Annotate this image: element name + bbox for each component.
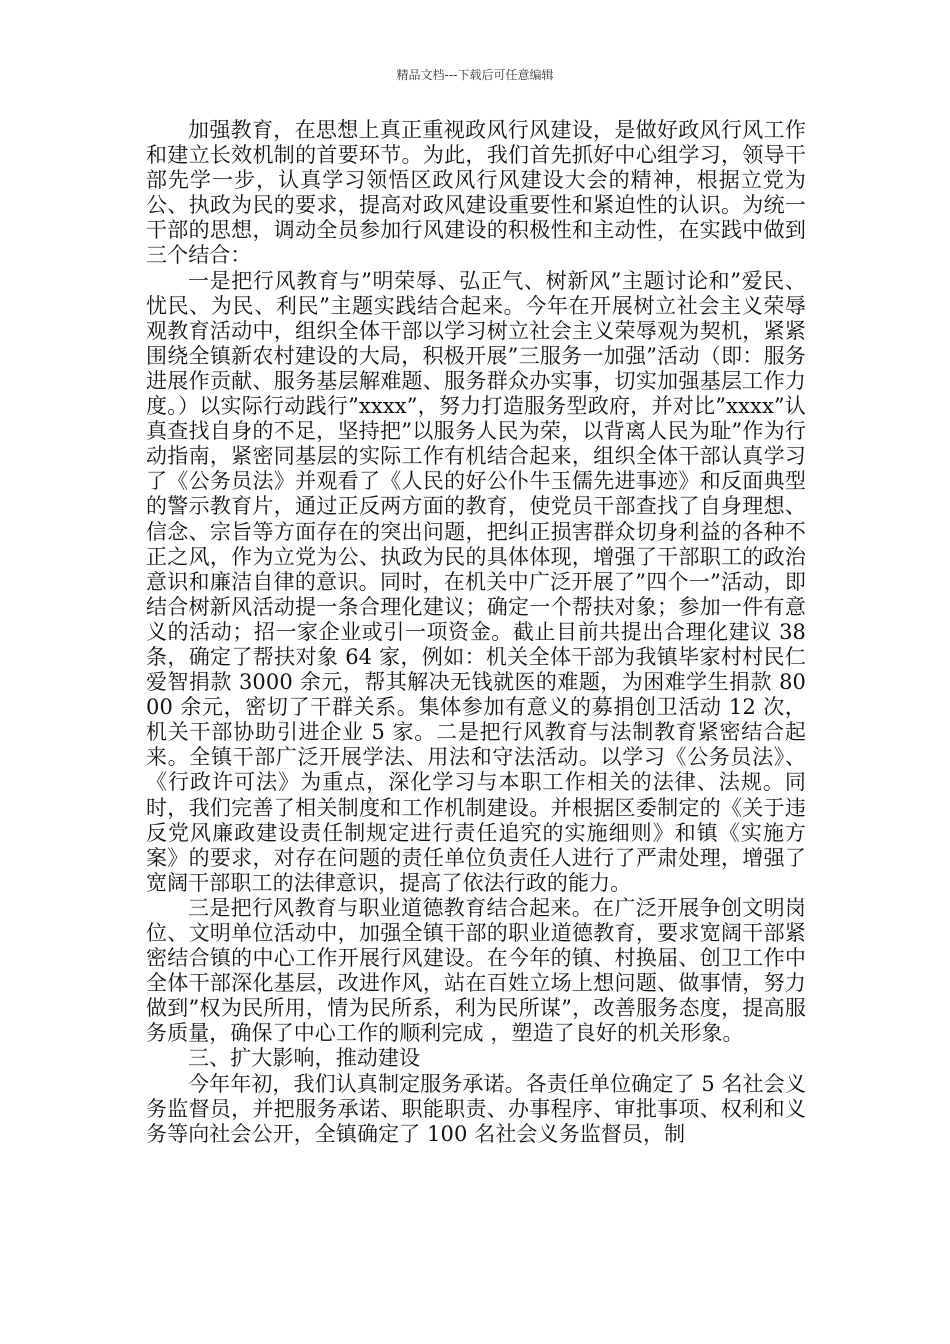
document-body <box>146 118 806 1147</box>
paragraph-third-combination: 三是把行风教育与职业道德教育结合起来。在广泛开展争创文明岗位、文明单位活动中，加强全镇干部的职业道德教育，要求宽阔干部紧密结合镇的中心工作开展行风建设。在今年的镇、村换届、创卫工作中全体干部深化基层，改进作风，站在百姓立场上想问题、做事情，努力做到”权为民所用，情为民所系，利为民所谋”，改善服务态度，提高服务质量，确保了中心工作的顺利完成 ，塑造了良好的机关形象。 <box>146 895 806 1046</box>
page-header: 精品文档---下载后可任意编辑 <box>396 68 554 82</box>
paragraph-first-combination: 一是把行风教育与”明荣辱、弘正气、树新风”主题讨论和”爱民、忧民、为民、利民”主题实践结合起来。今年在开展树立社会主义荣辱观教育活动中，组织全体干部以学习树立社会主义荣辱观为契机，紧紧围绕全镇新农村建设的大局，积极开展”三服务一加强”活动（即：服务进展作贡献、服务基层解难题、服务群众办实事，切实加强基层工作力度。）以实际行动践行”xxxx”，努力打造服务型政府，并对比”xxxx”认真查找自身的不足，坚持把”以服务人民为荣，以背离人民为耻”作为行动指南，紧密同基层的实际工作有机结合起来，组织全体干部认真学习了《公务员法》并观看了《人民的好公仆牛玉儒先进事迹》和反面典型的警示教育片，通过正反两方面的教育，使党员干部查找了自身理想、信念、宗旨等方面存在的突出问题，把纠正损害群众切身利益的各种不正之风，作为立党为公、执政为民的具体体现，增强了干部职工的政治意识和廉洁自律的意识。同时，在机关中广泛开展了”四个一”活动，即结合树新风活动提一条合理化建议；确定一个帮扶对象；参加一件有意义的活动；招一家企业或引一项资金。截止目前共提出合理化建议 38 条，确定了帮扶对象 64 家，例如：机关全体干部为我镇毕家村村民仁爱智捐款 3000 余元，帮其解决无钱就医的难题，为困难学生捐款 8000 余元，密切了干群关系。集体参加有意义的募捐创卫活动 12 次，机关干部协助引进企业 5 家。二是把行风教育与法制教育紧密结合起来。全镇干部广泛开展学法、用法和守法活动。以学习《公务员法》、《行政许可法》为重点，深化学习与本职工作相关的法律、法规。同时，我们完善了相关制度和工作机制建设。并根据区委制定的《关于违反党风廉政建设责任制规定进行责任追究的实施细则》和镇《实施方案》的要求，对存在问题的责任单位负责任人进行了严肃处理，增强了宽阔干部职工的法律意识，提高了依法行政的能力。 <box>146 268 806 895</box>
paragraph-education-intro: 加强教育，在思想上真正重视政风行风建设，是做好政风行风工作和建立长效机制的首要环节。为此，我们首先抓好中心组学习，领导干部先学一步，认真学习领悟区政风行风建设大会的精神，根据立党为公、执政为民的要求，提高对政风建设重要性和紧迫性的认识。为统一干部的思想，调动全员参加行风建设的积极性和主动性，在实践中做到三个结合： <box>146 118 806 268</box>
paragraph-service-commitment: 今年年初，我们认真制定服务承诺。各责任单位确定了 5 名社会义务监督员，并把服务承诺、职能职责、办事程序、审批事项、权利和义务等向社会公开，全镇确定了 100 名社会义务监督员，制 <box>146 1071 806 1146</box>
section-heading-expand-influence: 三、扩大影响，推动建设 <box>188 1046 421 1071</box>
